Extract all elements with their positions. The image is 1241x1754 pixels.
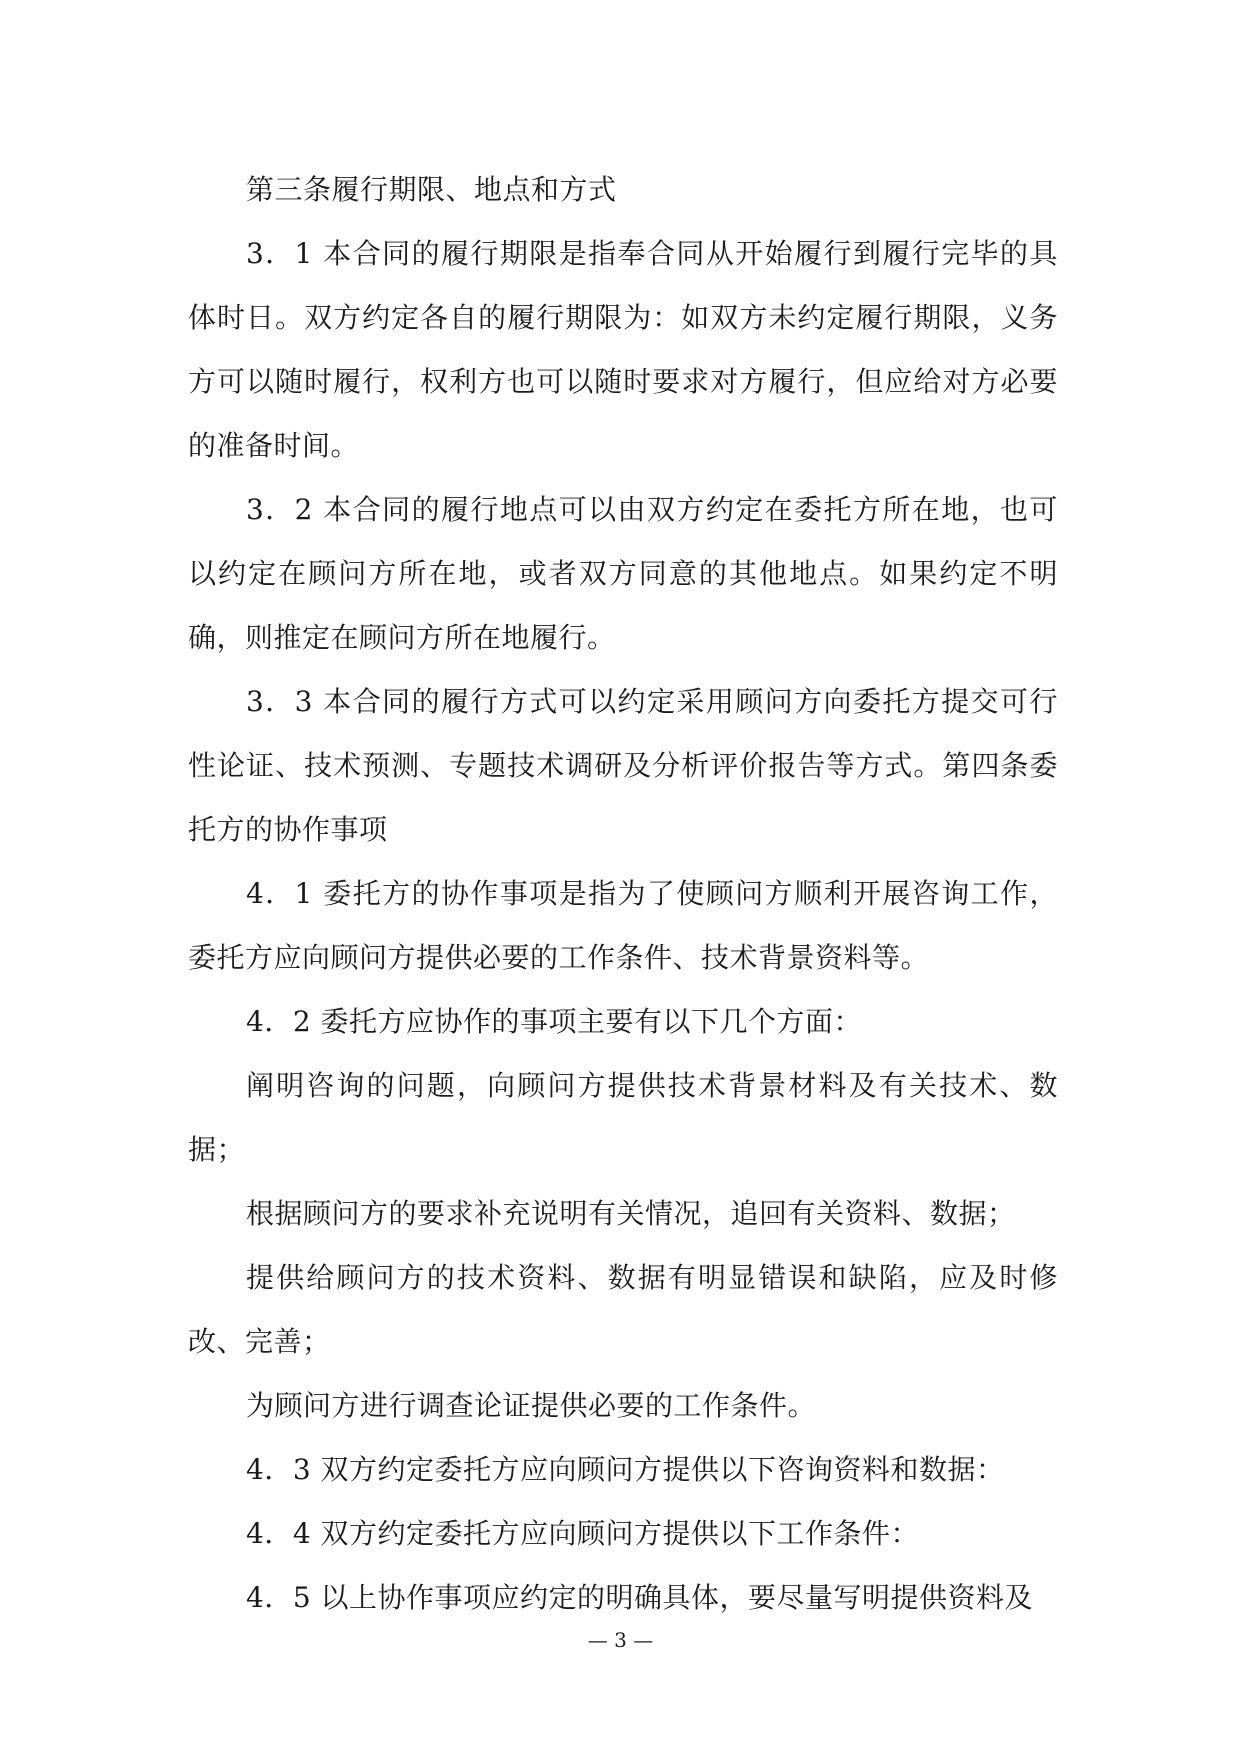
clause-3-2: 3．2 本合同的履行地点可以由双方约定在委托方所在地，也可以约定在顾问方所在地，或者双方同意的其他地点。如果约定不明确，则推定在顾问方所在地履行。 [188,493,1058,654]
clause-4-4: 4．4 双方约定委托方应向顾问方提供以下工作条件： [246,1517,920,1550]
clause-4-1: 4．1 委托方的协作事项是指为了使顾问方顺利开展咨询工作，委托方应向顾问方提供必要的工作条件、技术背景资料等。 [188,877,1058,974]
clause-3-1: 3．1 本合同的履行期限是指奉合同从开始履行到履行完毕的具体时日。双方约定各自的履行期限为：如双方未约定履行期限，义务方可以随时履行，权利方也可以随时要求对方履行，但应给对方必要的准备时间。 [188,237,1058,462]
clause-3-3: 3．3 本合同的履行方式可以约定采用顾问方向委托方提交可行性论证、技术预测、专题技术调研及分析评价报告等方式。第四条委托方的协作事项 [188,685,1058,846]
clause-4-2-item-1: 阐明咨询的问题，向顾问方提供技术背景材料及有关技术、数据； [188,1069,1058,1166]
clause-4-2-item-4: 为顾问方进行调查论证提供必要的工作条件。 [246,1389,817,1422]
clause-4-2-item-3: 提供给顾问方的技术资料、数据有明显错误和缺陷，应及时修改、完善； [188,1261,1058,1358]
document-body [188,158,1058,1630]
clause-4-2: 4．2 委托方应协作的事项主要有以下几个方面： [246,1005,863,1038]
page-number: — 3 — [587,1628,654,1652]
clause-4-3: 4．3 双方约定委托方应向顾问方提供以下咨询资料和数据： [246,1453,1005,1486]
clause-4-2-item-2: 根据顾问方的要求补充说明有关情况，追回有关资料、数据； [246,1197,1016,1230]
article-3-heading: 第三条履行期限、地点和方式 [246,173,617,206]
clause-4-5: 4．5 以上协作事项应约定的明确具体，要尽量写明提供资料及 [246,1581,1034,1614]
